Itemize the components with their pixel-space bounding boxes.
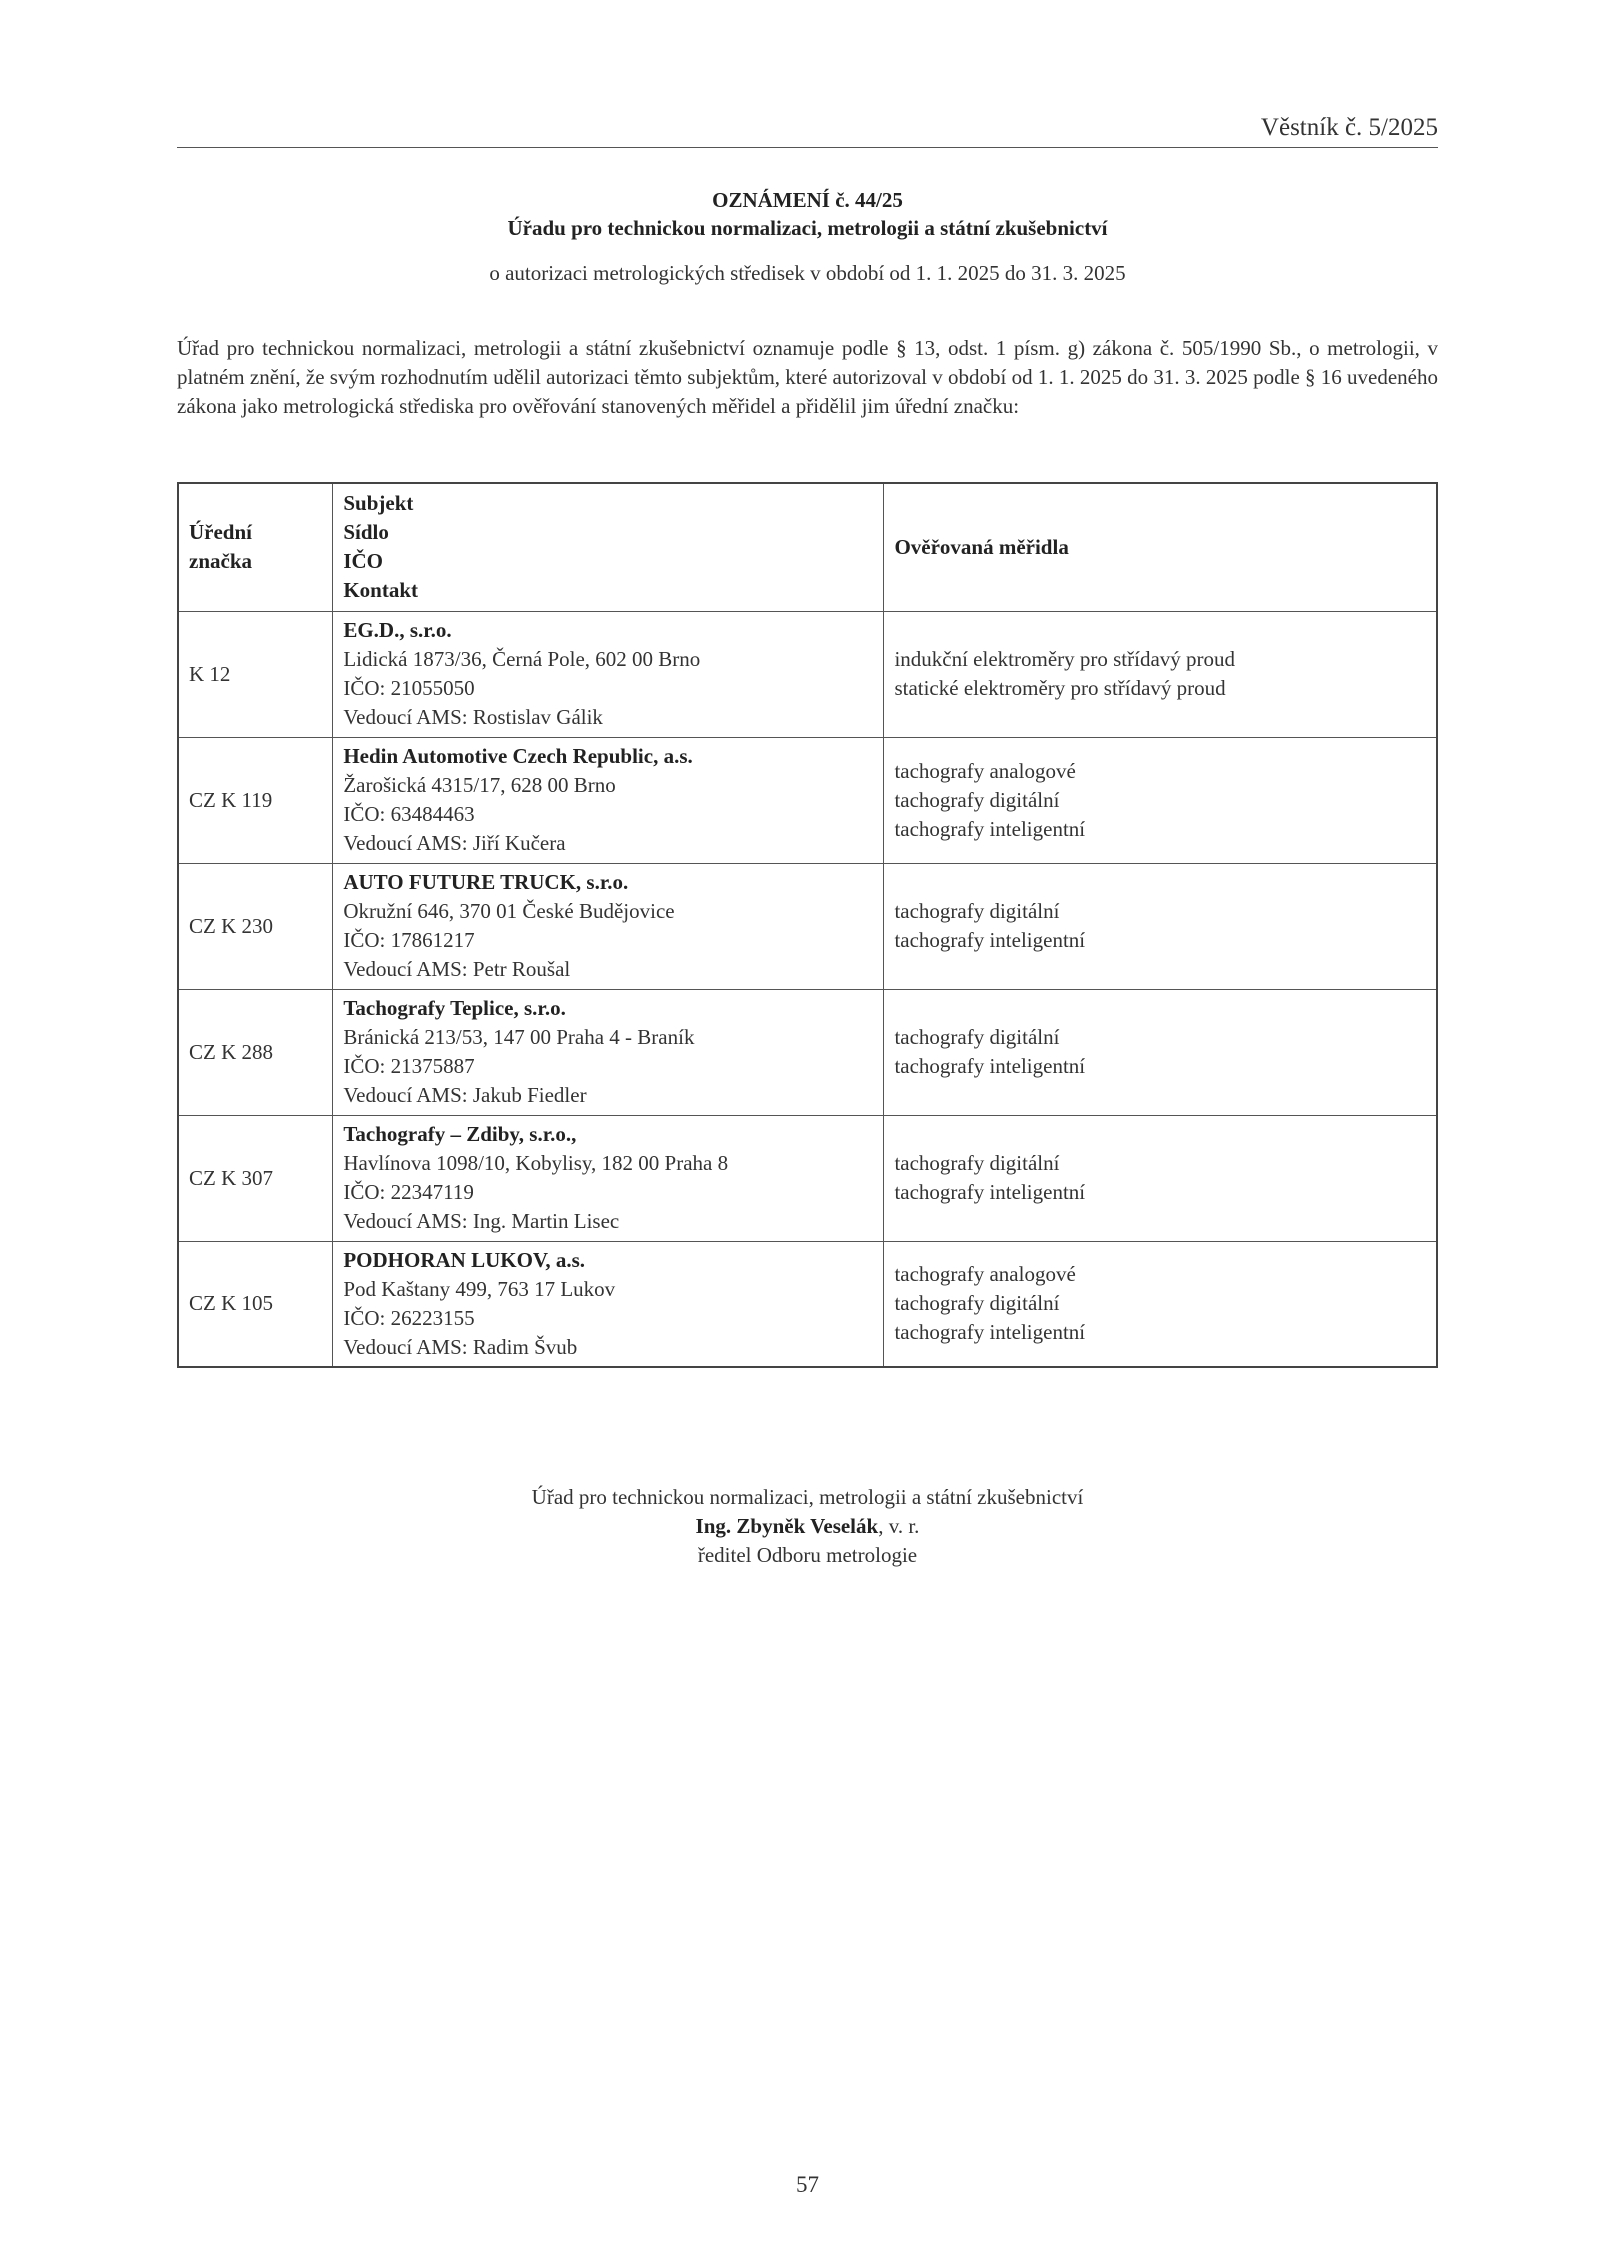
subject-name: AUTO FUTURE TRUCK, s.r.o.	[343, 870, 629, 894]
table-row	[178, 863, 1437, 989]
announcement-authority: Úřadu pro technickou normalizaci, metrologii a státní zkušebnictví	[507, 216, 1108, 240]
subject-cell	[333, 989, 884, 1115]
page-header	[177, 112, 1438, 148]
subject-name: EG.D., s.r.o.	[343, 618, 452, 642]
signature-person	[177, 1512, 1438, 1541]
subject-name: PODHORAN LUKOV, a.s.	[343, 1247, 586, 1272]
instrument-item: tachografy digitální	[894, 899, 1060, 923]
subject-name: Tachografy – Zdiby, s.r.o.,	[343, 1122, 577, 1146]
subject-address: Pod Kaštany 499, 763 17 Lukov	[343, 1276, 616, 1301]
instruments-cell	[884, 737, 1437, 863]
official-mark: CZ K 230	[178, 863, 333, 989]
instruments-cell	[884, 989, 1437, 1115]
subject-contact: Vedoucí AMS: Rostislav Gálik	[343, 705, 603, 729]
instruments-cell	[884, 863, 1437, 989]
page-number: 57	[796, 2172, 819, 2197]
subject-address: Havlínova 1098/10, Kobylisy, 182 00 Praha 8	[343, 1151, 729, 1175]
subject-cell	[333, 611, 884, 737]
instrument-item: tachografy inteligentní	[894, 1180, 1086, 1204]
instrument-item: tachografy inteligentní	[894, 928, 1086, 952]
announcement-title: OZNÁMENÍ č. 44/25	[712, 188, 903, 212]
official-mark: CZ K 288	[178, 989, 333, 1115]
instrument-item: tachografy digitální	[894, 787, 1060, 812]
subject-ico: IČO: 21375887	[343, 1054, 475, 1078]
signatory-position: ředitel Odboru metrologie	[697, 1543, 918, 1567]
header-subject: Subjekt Sídlo IČO Kontakt	[333, 483, 884, 611]
announcement-description: o autorizaci metrologických středisek v období od 1. 1. 2025 do 31. 3. 2025	[489, 261, 1126, 285]
instrument-item: tachografy analogové	[894, 758, 1076, 783]
subject-ico: IČO: 21055050	[343, 676, 475, 700]
announcement-title-block	[177, 186, 1438, 287]
table-row	[178, 1115, 1437, 1241]
subject-name: Hedin Automotive Czech Republic, a.s.	[343, 744, 693, 768]
subject-address: Žarošická 4315/17, 628 00 Brno	[343, 773, 616, 797]
subject-cell	[333, 1115, 884, 1241]
table-row	[178, 1241, 1437, 1367]
instrument-item: tachografy inteligentní	[894, 1320, 1086, 1345]
subject-ico: IČO: 26223155	[343, 1305, 475, 1330]
instruments-cell	[884, 1115, 1437, 1241]
table-row	[178, 989, 1437, 1115]
subject-ico: IČO: 22347119	[343, 1180, 474, 1204]
official-mark: CZ K 307	[178, 1115, 333, 1241]
instrument-item: indukční elektroměry pro střídavý proud	[894, 647, 1236, 671]
signature-authority: Úřad pro technickou normalizaci, metrologii a státní zkušebnictví	[531, 1485, 1084, 1509]
instrument-item: tachografy inteligentní	[894, 816, 1086, 841]
signature-block	[177, 1483, 1438, 1570]
subject-contact: Vedoucí AMS: Jiří Kučera	[343, 831, 566, 855]
subject-cell	[333, 863, 884, 989]
official-mark: CZ K 119	[178, 737, 333, 863]
header-mark: Úřední značka	[178, 483, 333, 611]
instruments-cell	[884, 1241, 1437, 1367]
subject-contact: Vedoucí AMS: Ing. Martin Lisec	[343, 1209, 620, 1233]
instrument-item: tachografy digitální	[894, 1291, 1060, 1316]
subject-ico: IČO: 17861217	[343, 928, 475, 952]
subject-ico: IČO: 63484463	[343, 802, 475, 826]
instrument-item: statické elektroměry pro střídavý proud	[894, 676, 1226, 700]
subject-address: Bránická 213/53, 147 00 Praha 4 - Braník	[343, 1025, 695, 1049]
instruments-cell	[884, 611, 1437, 737]
subject-name: Tachografy Teplice, s.r.o.	[343, 996, 566, 1020]
subject-contact: Vedoucí AMS: Petr Roušal	[343, 957, 571, 981]
official-mark: K 12	[178, 611, 333, 737]
subject-address: Okružní 646, 370 01 České Budějovice	[343, 899, 675, 923]
bulletin-number: Věstník č. 5/2025	[1260, 114, 1438, 141]
signatory-name: Ing. Zbyněk Veselák	[695, 1514, 879, 1538]
official-mark: CZ K 105	[178, 1241, 333, 1367]
authorization-table	[177, 482, 1438, 1368]
instrument-item: tachografy analogové	[894, 1262, 1076, 1287]
header-instruments: Ověřovaná měřidla	[884, 483, 1437, 611]
subject-address: Lidická 1873/36, Černá Pole, 602 00 Brno	[343, 647, 701, 671]
table-row	[178, 737, 1437, 863]
instrument-item: tachografy digitální	[894, 1151, 1060, 1175]
intro-paragraph: Úřad pro technickou normalizaci, metrologii a státní zkušebnictví oznamuje podle § 13, odst. 1 písm. g) zákona č. 505/1990 Sb., o metrologii, v platném znění, že svým rozhodnutím udělil autorizaci těmto subjektům, které autorizoval v období od 1. 1. 2025 do 31. 3. 2025 podle § 16 uvedeného zákona jako metrologická střediska pro ověřování stanovených měřidel a přidělil jim úřední značku:	[177, 336, 1438, 418]
subject-cell	[333, 737, 884, 863]
table-row	[178, 611, 1437, 737]
subject-contact: Vedoucí AMS: Radim Švub	[343, 1334, 578, 1359]
subject-contact: Vedoucí AMS: Jakub Fiedler	[343, 1083, 587, 1107]
table-header-row	[178, 483, 1437, 611]
instrument-item: tachografy inteligentní	[894, 1054, 1086, 1078]
signatory-suffix: , v. r.	[878, 1514, 920, 1538]
subject-cell	[333, 1241, 884, 1367]
instrument-item: tachografy digitální	[894, 1025, 1060, 1049]
